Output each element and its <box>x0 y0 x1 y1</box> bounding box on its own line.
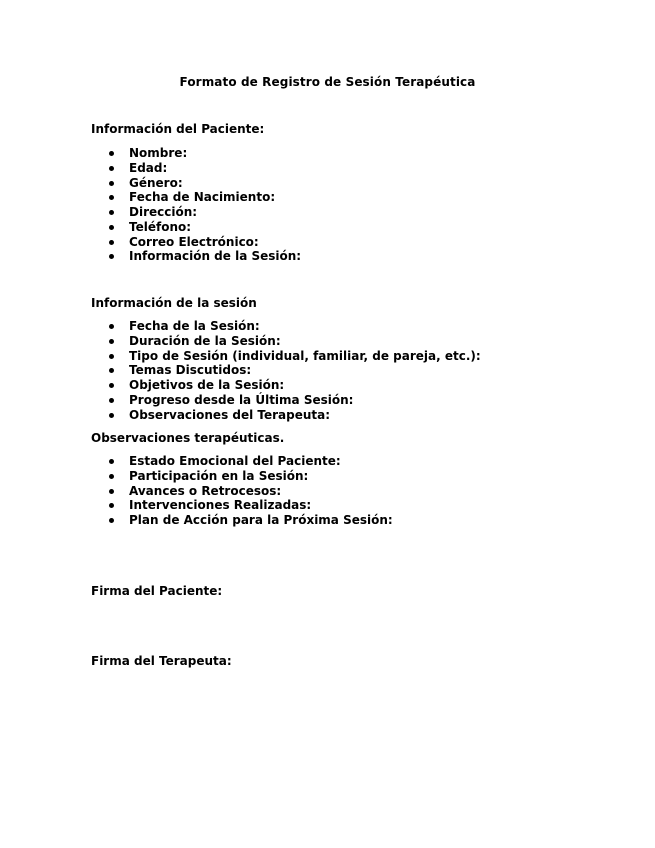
list-item-label: Dirección: <box>129 205 198 219</box>
list-item-label: Plan de Acción para la Próxima Sesión: <box>129 513 393 527</box>
bullet-icon <box>109 398 114 403</box>
list-item-label: Teléfono: <box>129 219 192 234</box>
therapist-signature-label: Firma del Terapeuta: <box>91 654 232 668</box>
list-item-label: Información de la Sesión: <box>129 249 302 264</box>
list-item-label: Avances o Retrocesos: <box>129 483 282 498</box>
list-item-label: Progreso desde la Última Sesión: <box>129 392 354 407</box>
bullet-icon <box>109 459 114 464</box>
list-item-label: Estado Emocional del Paciente: <box>129 454 341 468</box>
list-item <box>91 205 301 220</box>
bullet-icon <box>109 339 114 344</box>
list-item-label: Tipo de Sesión (individual, familiar, de pareja, etc.): <box>129 348 481 363</box>
list-item <box>91 469 393 484</box>
observations-heading: Observaciones terapéuticas. <box>91 431 285 445</box>
list-item <box>91 408 481 423</box>
list-item-label: Nombre: <box>129 146 188 160</box>
list-item-label: Edad: <box>129 160 168 175</box>
session-info-list <box>91 319 481 422</box>
list-item <box>91 378 481 393</box>
list-item <box>91 235 301 250</box>
bullet-icon <box>109 518 114 523</box>
bullet-icon <box>109 354 114 359</box>
list-item-label: Participación en la Sesión: <box>129 468 309 483</box>
list-item <box>91 513 393 528</box>
list-item <box>91 349 481 364</box>
list-item <box>91 220 301 235</box>
document-title: Formato de Registro de Sesión Terapéutica <box>179 75 476 89</box>
bullet-icon <box>109 240 114 245</box>
list-item <box>91 190 301 205</box>
list-item <box>91 161 301 176</box>
list-item-label: Fecha de la Sesión: <box>129 319 260 333</box>
observations-list <box>91 454 393 528</box>
list-item <box>91 393 481 408</box>
bullet-icon <box>109 166 114 171</box>
list-item-label: Género: <box>129 175 183 190</box>
list-item <box>91 363 481 378</box>
bullet-icon <box>109 489 114 494</box>
list-item <box>91 319 481 334</box>
patient-info-list <box>91 146 301 264</box>
bullet-icon <box>109 474 114 479</box>
bullet-icon <box>109 503 114 508</box>
bullet-icon <box>109 383 114 388</box>
list-item-label: Duración de la Sesión: <box>129 333 281 348</box>
bullet-icon <box>109 324 114 329</box>
bullet-icon <box>109 254 114 259</box>
list-item-label: Correo Electrónico: <box>129 234 259 249</box>
bullet-icon <box>109 210 114 215</box>
list-item-label: Intervenciones Realizadas: <box>129 498 312 513</box>
list-item-label: Objetivos de la Sesión: <box>129 378 285 392</box>
list-item <box>91 334 481 349</box>
bullet-icon <box>109 151 114 156</box>
list-item <box>91 454 393 469</box>
bullet-icon <box>109 413 114 418</box>
bullet-icon <box>109 225 114 230</box>
list-item <box>91 484 393 499</box>
session-info-heading: Información de la sesión <box>91 296 257 310</box>
list-item-label: Temas Discutidos: <box>129 363 252 378</box>
list-item-label: Fecha de Nacimiento: <box>129 190 276 205</box>
list-item-label: Observaciones del Terapeuta: <box>129 407 331 422</box>
list-item <box>91 146 301 161</box>
bullet-icon <box>109 368 114 373</box>
patient-signature-label: Firma del Paciente: <box>91 584 223 598</box>
patient-info-heading: Información del Paciente: <box>91 122 265 136</box>
bullet-icon <box>109 181 114 186</box>
list-item <box>91 176 301 191</box>
bullet-icon <box>109 195 114 200</box>
list-item <box>91 249 301 264</box>
list-item <box>91 498 393 513</box>
